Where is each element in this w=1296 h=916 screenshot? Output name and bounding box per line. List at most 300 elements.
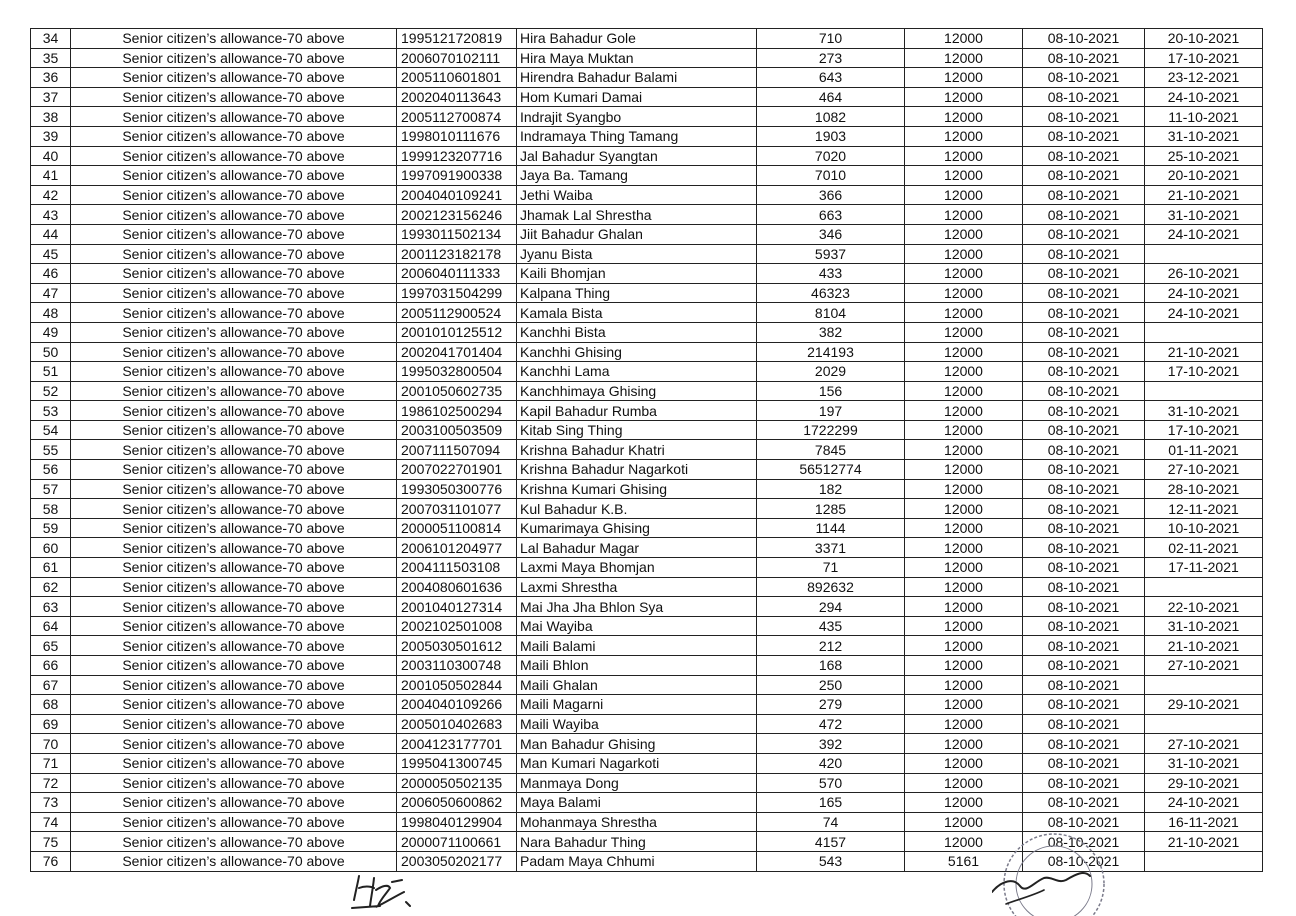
row-number-cell: 44 <box>31 224 71 244</box>
allowance-amount-cell: 5161 <box>905 851 1023 871</box>
paid-date-cell: 20-10-2021 <box>1145 29 1263 49</box>
row-number-cell: 48 <box>31 303 71 323</box>
allowance-type-cell: Senior citizen’s allowance-70 above <box>71 734 397 754</box>
allowance-type-cell: Senior citizen’s allowance-70 above <box>71 264 397 284</box>
citizenship-id-cell: 2004111503108 <box>397 558 517 578</box>
account-number-cell: 1144 <box>757 518 905 538</box>
row-number-cell: 61 <box>31 558 71 578</box>
account-number-cell: 46323 <box>757 283 905 303</box>
row-number-cell: 50 <box>31 342 71 362</box>
allowance-amount-cell: 12000 <box>905 87 1023 107</box>
account-number-cell: 433 <box>757 264 905 284</box>
allowance-amount-cell: 12000 <box>905 264 1023 284</box>
citizenship-id-cell: 2005030501612 <box>397 636 517 656</box>
beneficiary-name-cell: Mai Jha Jha Bhlon Sya <box>517 597 757 617</box>
row-number-cell: 72 <box>31 773 71 793</box>
account-number-cell: 570 <box>757 773 905 793</box>
account-number-cell: 279 <box>757 695 905 715</box>
paid-date-cell <box>1145 577 1263 597</box>
issue-date-cell: 08-10-2021 <box>1023 812 1145 832</box>
allowance-type-cell: Senior citizen’s allowance-70 above <box>71 812 397 832</box>
allowance-type-cell: Senior citizen’s allowance-70 above <box>71 675 397 695</box>
paid-date-cell: 27-10-2021 <box>1145 734 1263 754</box>
table-row <box>31 558 1263 578</box>
issue-date-cell: 08-10-2021 <box>1023 264 1145 284</box>
table-row <box>31 224 1263 244</box>
paid-date-cell: 26-10-2021 <box>1145 264 1263 284</box>
paid-date-cell: 02-11-2021 <box>1145 538 1263 558</box>
issue-date-cell: 08-10-2021 <box>1023 753 1145 773</box>
paid-date-cell: 17-11-2021 <box>1145 558 1263 578</box>
issue-date-cell: 08-10-2021 <box>1023 793 1145 813</box>
issue-date-cell: 08-10-2021 <box>1023 695 1145 715</box>
paid-date-cell <box>1145 851 1263 871</box>
table-row <box>31 264 1263 284</box>
allowance-type-cell: Senior citizen’s allowance-70 above <box>71 68 397 88</box>
paid-date-cell <box>1145 244 1263 264</box>
allowance-amount-cell: 12000 <box>905 166 1023 186</box>
allowance-type-cell: Senior citizen’s allowance-70 above <box>71 577 397 597</box>
row-number-cell: 75 <box>31 832 71 852</box>
table-row <box>31 812 1263 832</box>
table-row <box>31 322 1263 342</box>
beneficiary-name-cell: Jyanu Bista <box>517 244 757 264</box>
beneficiary-name-cell: Jaya Ba. Tamang <box>517 166 757 186</box>
table-row <box>31 420 1263 440</box>
citizenship-id-cell: 2006040111333 <box>397 264 517 284</box>
issue-date-cell: 08-10-2021 <box>1023 87 1145 107</box>
beneficiary-name-cell: Hira Bahadur Gole <box>517 29 757 49</box>
paid-date-cell: 17-10-2021 <box>1145 362 1263 382</box>
allowance-amount-cell: 12000 <box>905 538 1023 558</box>
account-number-cell: 168 <box>757 656 905 676</box>
row-number-cell: 65 <box>31 636 71 656</box>
allowance-amount-cell: 12000 <box>905 675 1023 695</box>
beneficiary-name-cell: Hom Kumari Damai <box>517 87 757 107</box>
beneficiary-name-cell: Kanchhimaya Ghising <box>517 381 757 401</box>
table-row <box>31 362 1263 382</box>
beneficiary-name-cell: Man Bahadur Ghising <box>517 734 757 754</box>
allowance-type-cell: Senior citizen’s allowance-70 above <box>71 851 397 871</box>
beneficiary-name-cell: Nara Bahadur Thing <box>517 832 757 852</box>
account-number-cell: 2029 <box>757 362 905 382</box>
account-number-cell: 464 <box>757 87 905 107</box>
beneficiary-name-cell: Jal Bahadur Syangtan <box>517 146 757 166</box>
row-number-cell: 70 <box>31 734 71 754</box>
citizenship-id-cell: 2003100503509 <box>397 420 517 440</box>
allowance-amount-cell: 12000 <box>905 146 1023 166</box>
account-number-cell: 165 <box>757 793 905 813</box>
issue-date-cell: 08-10-2021 <box>1023 851 1145 871</box>
row-number-cell: 53 <box>31 401 71 421</box>
beneficiary-name-cell: Padam Maya Chhumi <box>517 851 757 871</box>
row-number-cell: 71 <box>31 753 71 773</box>
issue-date-cell: 08-10-2021 <box>1023 558 1145 578</box>
allowance-amount-cell: 12000 <box>905 185 1023 205</box>
allowance-amount-cell: 12000 <box>905 753 1023 773</box>
paid-date-cell: 22-10-2021 <box>1145 597 1263 617</box>
table-row <box>31 401 1263 421</box>
allowance-amount-cell: 12000 <box>905 362 1023 382</box>
beneficiary-name-cell: Kamala Bista <box>517 303 757 323</box>
citizenship-id-cell: 2006101204977 <box>397 538 517 558</box>
table-row <box>31 832 1263 852</box>
account-number-cell: 273 <box>757 48 905 68</box>
table-row <box>31 381 1263 401</box>
allowance-type-cell: Senior citizen’s allowance-70 above <box>71 166 397 186</box>
citizenship-id-cell: 2004040109266 <box>397 695 517 715</box>
allowance-amount-cell: 12000 <box>905 303 1023 323</box>
paid-date-cell: 24-10-2021 <box>1145 303 1263 323</box>
paid-date-cell: 31-10-2021 <box>1145 205 1263 225</box>
paid-date-cell: 10-10-2021 <box>1145 518 1263 538</box>
issue-date-cell: 08-10-2021 <box>1023 322 1145 342</box>
row-number-cell: 47 <box>31 283 71 303</box>
paid-date-cell <box>1145 381 1263 401</box>
allowance-amount-cell: 12000 <box>905 29 1023 49</box>
beneficiary-name-cell: Hirendra Bahadur Balami <box>517 68 757 88</box>
allowance-type-cell: Senior citizen’s allowance-70 above <box>71 793 397 813</box>
citizenship-id-cell: 2002040113643 <box>397 87 517 107</box>
allowance-type-cell: Senior citizen’s allowance-70 above <box>71 48 397 68</box>
table-row <box>31 68 1263 88</box>
allowance-amount-cell: 12000 <box>905 244 1023 264</box>
table-body <box>31 29 1263 872</box>
allowance-type-cell: Senior citizen’s allowance-70 above <box>71 362 397 382</box>
allowance-amount-cell: 12000 <box>905 381 1023 401</box>
table-row <box>31 499 1263 519</box>
allowance-amount-cell: 12000 <box>905 616 1023 636</box>
issue-date-cell: 08-10-2021 <box>1023 224 1145 244</box>
issue-date-cell: 08-10-2021 <box>1023 146 1145 166</box>
row-number-cell: 52 <box>31 381 71 401</box>
paid-date-cell: 31-10-2021 <box>1145 616 1263 636</box>
table-row <box>31 851 1263 871</box>
paid-date-cell: 17-10-2021 <box>1145 420 1263 440</box>
issue-date-cell: 08-10-2021 <box>1023 832 1145 852</box>
beneficiary-table <box>30 28 1263 872</box>
citizenship-id-cell: 1999123207716 <box>397 146 517 166</box>
row-number-cell: 39 <box>31 126 71 146</box>
beneficiary-name-cell: Laxmi Maya Bhomjan <box>517 558 757 578</box>
table-row <box>31 793 1263 813</box>
issue-date-cell: 08-10-2021 <box>1023 29 1145 49</box>
allowance-type-cell: Senior citizen’s allowance-70 above <box>71 342 397 362</box>
citizenship-id-cell: 1998040129904 <box>397 812 517 832</box>
row-number-cell: 51 <box>31 362 71 382</box>
citizenship-id-cell: 2004080601636 <box>397 577 517 597</box>
account-number-cell: 543 <box>757 851 905 871</box>
allowance-type-cell: Senior citizen’s allowance-70 above <box>71 499 397 519</box>
allowance-amount-cell: 12000 <box>905 656 1023 676</box>
allowance-type-cell: Senior citizen’s allowance-70 above <box>71 303 397 323</box>
account-number-cell: 7845 <box>757 440 905 460</box>
account-number-cell: 71 <box>757 558 905 578</box>
account-number-cell: 56512774 <box>757 460 905 480</box>
row-number-cell: 76 <box>31 851 71 871</box>
allowance-amount-cell: 12000 <box>905 342 1023 362</box>
beneficiary-name-cell: Krishna Bahadur Nagarkoti <box>517 460 757 480</box>
citizenship-id-cell: 1993050300776 <box>397 479 517 499</box>
table-row <box>31 146 1263 166</box>
account-number-cell: 892632 <box>757 577 905 597</box>
allowance-amount-cell: 12000 <box>905 832 1023 852</box>
issue-date-cell: 08-10-2021 <box>1023 303 1145 323</box>
allowance-type-cell: Senior citizen’s allowance-70 above <box>71 832 397 852</box>
row-number-cell: 74 <box>31 812 71 832</box>
paid-date-cell: 24-10-2021 <box>1145 87 1263 107</box>
allowance-amount-cell: 12000 <box>905 68 1023 88</box>
table-row <box>31 753 1263 773</box>
table-row <box>31 460 1263 480</box>
beneficiary-name-cell: Maili Balami <box>517 636 757 656</box>
account-number-cell: 1722299 <box>757 420 905 440</box>
account-number-cell: 8104 <box>757 303 905 323</box>
table-row <box>31 773 1263 793</box>
allowance-type-cell: Senior citizen’s allowance-70 above <box>71 773 397 793</box>
issue-date-cell: 08-10-2021 <box>1023 714 1145 734</box>
table-row <box>31 303 1263 323</box>
table-row <box>31 440 1263 460</box>
account-number-cell: 294 <box>757 597 905 617</box>
account-number-cell: 214193 <box>757 342 905 362</box>
allowance-type-cell: Senior citizen’s allowance-70 above <box>71 401 397 421</box>
citizenship-id-cell: 2003050202177 <box>397 851 517 871</box>
beneficiary-name-cell: Kumarimaya Ghising <box>517 518 757 538</box>
allowance-type-cell: Senior citizen’s allowance-70 above <box>71 283 397 303</box>
table-row <box>31 48 1263 68</box>
allowance-type-cell: Senior citizen’s allowance-70 above <box>71 479 397 499</box>
citizenship-id-cell: 2006070102111 <box>397 48 517 68</box>
beneficiary-name-cell: Jhamak Lal Shrestha <box>517 205 757 225</box>
row-number-cell: 42 <box>31 185 71 205</box>
allowance-amount-cell: 12000 <box>905 420 1023 440</box>
paid-date-cell: 12-11-2021 <box>1145 499 1263 519</box>
allowance-type-cell: Senior citizen’s allowance-70 above <box>71 440 397 460</box>
table-row <box>31 185 1263 205</box>
paid-date-cell: 16-11-2021 <box>1145 812 1263 832</box>
allowance-type-cell: Senior citizen’s allowance-70 above <box>71 205 397 225</box>
allowance-type-cell: Senior citizen’s allowance-70 above <box>71 146 397 166</box>
beneficiary-name-cell: Jiit Bahadur Ghalan <box>517 224 757 244</box>
paid-date-cell: 23-12-2021 <box>1145 68 1263 88</box>
allowance-type-cell: Senior citizen’s allowance-70 above <box>71 518 397 538</box>
issue-date-cell: 08-10-2021 <box>1023 420 1145 440</box>
allowance-type-cell: Senior citizen’s allowance-70 above <box>71 185 397 205</box>
issue-date-cell: 08-10-2021 <box>1023 68 1145 88</box>
row-number-cell: 63 <box>31 597 71 617</box>
account-number-cell: 643 <box>757 68 905 88</box>
account-number-cell: 7020 <box>757 146 905 166</box>
citizenship-id-cell: 2000050502135 <box>397 773 517 793</box>
allowance-amount-cell: 12000 <box>905 518 1023 538</box>
issue-date-cell: 08-10-2021 <box>1023 205 1145 225</box>
paid-date-cell: 29-10-2021 <box>1145 773 1263 793</box>
paid-date-cell: 31-10-2021 <box>1145 753 1263 773</box>
allowance-amount-cell: 12000 <box>905 224 1023 244</box>
citizenship-id-cell: 2005010402683 <box>397 714 517 734</box>
paid-date-cell <box>1145 322 1263 342</box>
beneficiary-name-cell: Maya Balami <box>517 793 757 813</box>
account-number-cell: 382 <box>757 322 905 342</box>
row-number-cell: 66 <box>31 656 71 676</box>
beneficiary-name-cell: Maili Magarni <box>517 695 757 715</box>
paid-date-cell: 20-10-2021 <box>1145 166 1263 186</box>
row-number-cell: 59 <box>31 518 71 538</box>
allowance-amount-cell: 12000 <box>905 460 1023 480</box>
beneficiary-name-cell: Kalpana Thing <box>517 283 757 303</box>
issue-date-cell: 08-10-2021 <box>1023 518 1145 538</box>
row-number-cell: 69 <box>31 714 71 734</box>
allowance-amount-cell: 12000 <box>905 577 1023 597</box>
row-number-cell: 36 <box>31 68 71 88</box>
row-number-cell: 43 <box>31 205 71 225</box>
allowance-amount-cell: 12000 <box>905 695 1023 715</box>
table-row <box>31 734 1263 754</box>
citizenship-id-cell: 1986102500294 <box>397 401 517 421</box>
allowance-amount-cell: 12000 <box>905 479 1023 499</box>
account-number-cell: 7010 <box>757 166 905 186</box>
account-number-cell: 710 <box>757 29 905 49</box>
allowance-type-cell: Senior citizen’s allowance-70 above <box>71 107 397 127</box>
paid-date-cell <box>1145 714 1263 734</box>
issue-date-cell: 08-10-2021 <box>1023 185 1145 205</box>
beneficiary-name-cell: Kul Bahadur K.B. <box>517 499 757 519</box>
table-row <box>31 107 1263 127</box>
allowance-type-cell: Senior citizen’s allowance-70 above <box>71 244 397 264</box>
allowance-type-cell: Senior citizen’s allowance-70 above <box>71 224 397 244</box>
table-row <box>31 342 1263 362</box>
allowance-amount-cell: 12000 <box>905 773 1023 793</box>
table-row <box>31 616 1263 636</box>
table-row <box>31 518 1263 538</box>
paid-date-cell: 31-10-2021 <box>1145 126 1263 146</box>
issue-date-cell: 08-10-2021 <box>1023 577 1145 597</box>
beneficiary-name-cell: Laxmi Shrestha <box>517 577 757 597</box>
account-number-cell: 366 <box>757 185 905 205</box>
issue-date-cell: 08-10-2021 <box>1023 597 1145 617</box>
issue-date-cell: 08-10-2021 <box>1023 126 1145 146</box>
citizenship-id-cell: 1997091900338 <box>397 166 517 186</box>
table-row <box>31 636 1263 656</box>
account-number-cell: 472 <box>757 714 905 734</box>
citizenship-id-cell: 2002102501008 <box>397 616 517 636</box>
account-number-cell: 1082 <box>757 107 905 127</box>
signature-left <box>340 872 430 910</box>
account-number-cell: 156 <box>757 381 905 401</box>
citizenship-id-cell: 2001123182178 <box>397 244 517 264</box>
allowance-amount-cell: 12000 <box>905 401 1023 421</box>
account-number-cell: 197 <box>757 401 905 421</box>
table-row <box>31 577 1263 597</box>
row-number-cell: 37 <box>31 87 71 107</box>
row-number-cell: 49 <box>31 322 71 342</box>
beneficiary-name-cell: Man Kumari Nagarkoti <box>517 753 757 773</box>
row-number-cell: 41 <box>31 166 71 186</box>
paid-date-cell: 11-10-2021 <box>1145 107 1263 127</box>
issue-date-cell: 08-10-2021 <box>1023 675 1145 695</box>
account-number-cell: 420 <box>757 753 905 773</box>
paid-date-cell: 25-10-2021 <box>1145 146 1263 166</box>
citizenship-id-cell: 2007022701901 <box>397 460 517 480</box>
beneficiary-name-cell: Hira Maya Muktan <box>517 48 757 68</box>
account-number-cell: 1903 <box>757 126 905 146</box>
issue-date-cell: 08-10-2021 <box>1023 244 1145 264</box>
citizenship-id-cell: 2001050502844 <box>397 675 517 695</box>
issue-date-cell: 08-10-2021 <box>1023 342 1145 362</box>
table-row <box>31 538 1263 558</box>
paid-date-cell: 21-10-2021 <box>1145 342 1263 362</box>
citizenship-id-cell: 1997031504299 <box>397 283 517 303</box>
allowance-amount-cell: 12000 <box>905 107 1023 127</box>
allowance-type-cell: Senior citizen’s allowance-70 above <box>71 322 397 342</box>
beneficiary-name-cell: Kanchhi Bista <box>517 322 757 342</box>
paid-date-cell <box>1145 675 1263 695</box>
table-row <box>31 283 1263 303</box>
account-number-cell: 346 <box>757 224 905 244</box>
allowance-amount-cell: 12000 <box>905 793 1023 813</box>
citizenship-id-cell: 2004040109241 <box>397 185 517 205</box>
account-number-cell: 392 <box>757 734 905 754</box>
issue-date-cell: 08-10-2021 <box>1023 107 1145 127</box>
table-row <box>31 205 1263 225</box>
allowance-type-cell: Senior citizen’s allowance-70 above <box>71 558 397 578</box>
paid-date-cell: 21-10-2021 <box>1145 636 1263 656</box>
beneficiary-name-cell: Kanchhi Lama <box>517 362 757 382</box>
account-number-cell: 663 <box>757 205 905 225</box>
row-number-cell: 38 <box>31 107 71 127</box>
beneficiary-name-cell: Krishna Bahadur Khatri <box>517 440 757 460</box>
row-number-cell: 54 <box>31 420 71 440</box>
row-number-cell: 56 <box>31 460 71 480</box>
paid-date-cell: 17-10-2021 <box>1145 48 1263 68</box>
beneficiary-name-cell: Indrajit Syangbo <box>517 107 757 127</box>
citizenship-id-cell: 2005110601801 <box>397 68 517 88</box>
account-number-cell: 250 <box>757 675 905 695</box>
paid-date-cell: 01-11-2021 <box>1145 440 1263 460</box>
table-row <box>31 656 1263 676</box>
issue-date-cell: 08-10-2021 <box>1023 362 1145 382</box>
allowance-type-cell: Senior citizen’s allowance-70 above <box>71 381 397 401</box>
row-number-cell: 45 <box>31 244 71 264</box>
allowance-amount-cell: 12000 <box>905 440 1023 460</box>
citizenship-id-cell: 2001050602735 <box>397 381 517 401</box>
allowance-amount-cell: 12000 <box>905 636 1023 656</box>
allowance-type-cell: Senior citizen’s allowance-70 above <box>71 597 397 617</box>
table-row <box>31 126 1263 146</box>
beneficiary-name-cell: Mai Wayiba <box>517 616 757 636</box>
table-row <box>31 597 1263 617</box>
citizenship-id-cell: 2007111507094 <box>397 440 517 460</box>
citizenship-id-cell: 1993011502134 <box>397 224 517 244</box>
allowance-type-cell: Senior citizen’s allowance-70 above <box>71 714 397 734</box>
row-number-cell: 58 <box>31 499 71 519</box>
beneficiary-name-cell: Maili Bhlon <box>517 656 757 676</box>
issue-date-cell: 08-10-2021 <box>1023 440 1145 460</box>
beneficiary-name-cell: Kanchhi Ghising <box>517 342 757 362</box>
account-number-cell: 1285 <box>757 499 905 519</box>
paid-date-cell: 21-10-2021 <box>1145 832 1263 852</box>
issue-date-cell: 08-10-2021 <box>1023 773 1145 793</box>
row-number-cell: 67 <box>31 675 71 695</box>
paid-date-cell: 31-10-2021 <box>1145 401 1263 421</box>
paid-date-cell: 28-10-2021 <box>1145 479 1263 499</box>
issue-date-cell: 08-10-2021 <box>1023 401 1145 421</box>
allowance-type-cell: Senior citizen’s allowance-70 above <box>71 636 397 656</box>
citizenship-id-cell: 2002041701404 <box>397 342 517 362</box>
account-number-cell: 5937 <box>757 244 905 264</box>
table-row <box>31 695 1263 715</box>
